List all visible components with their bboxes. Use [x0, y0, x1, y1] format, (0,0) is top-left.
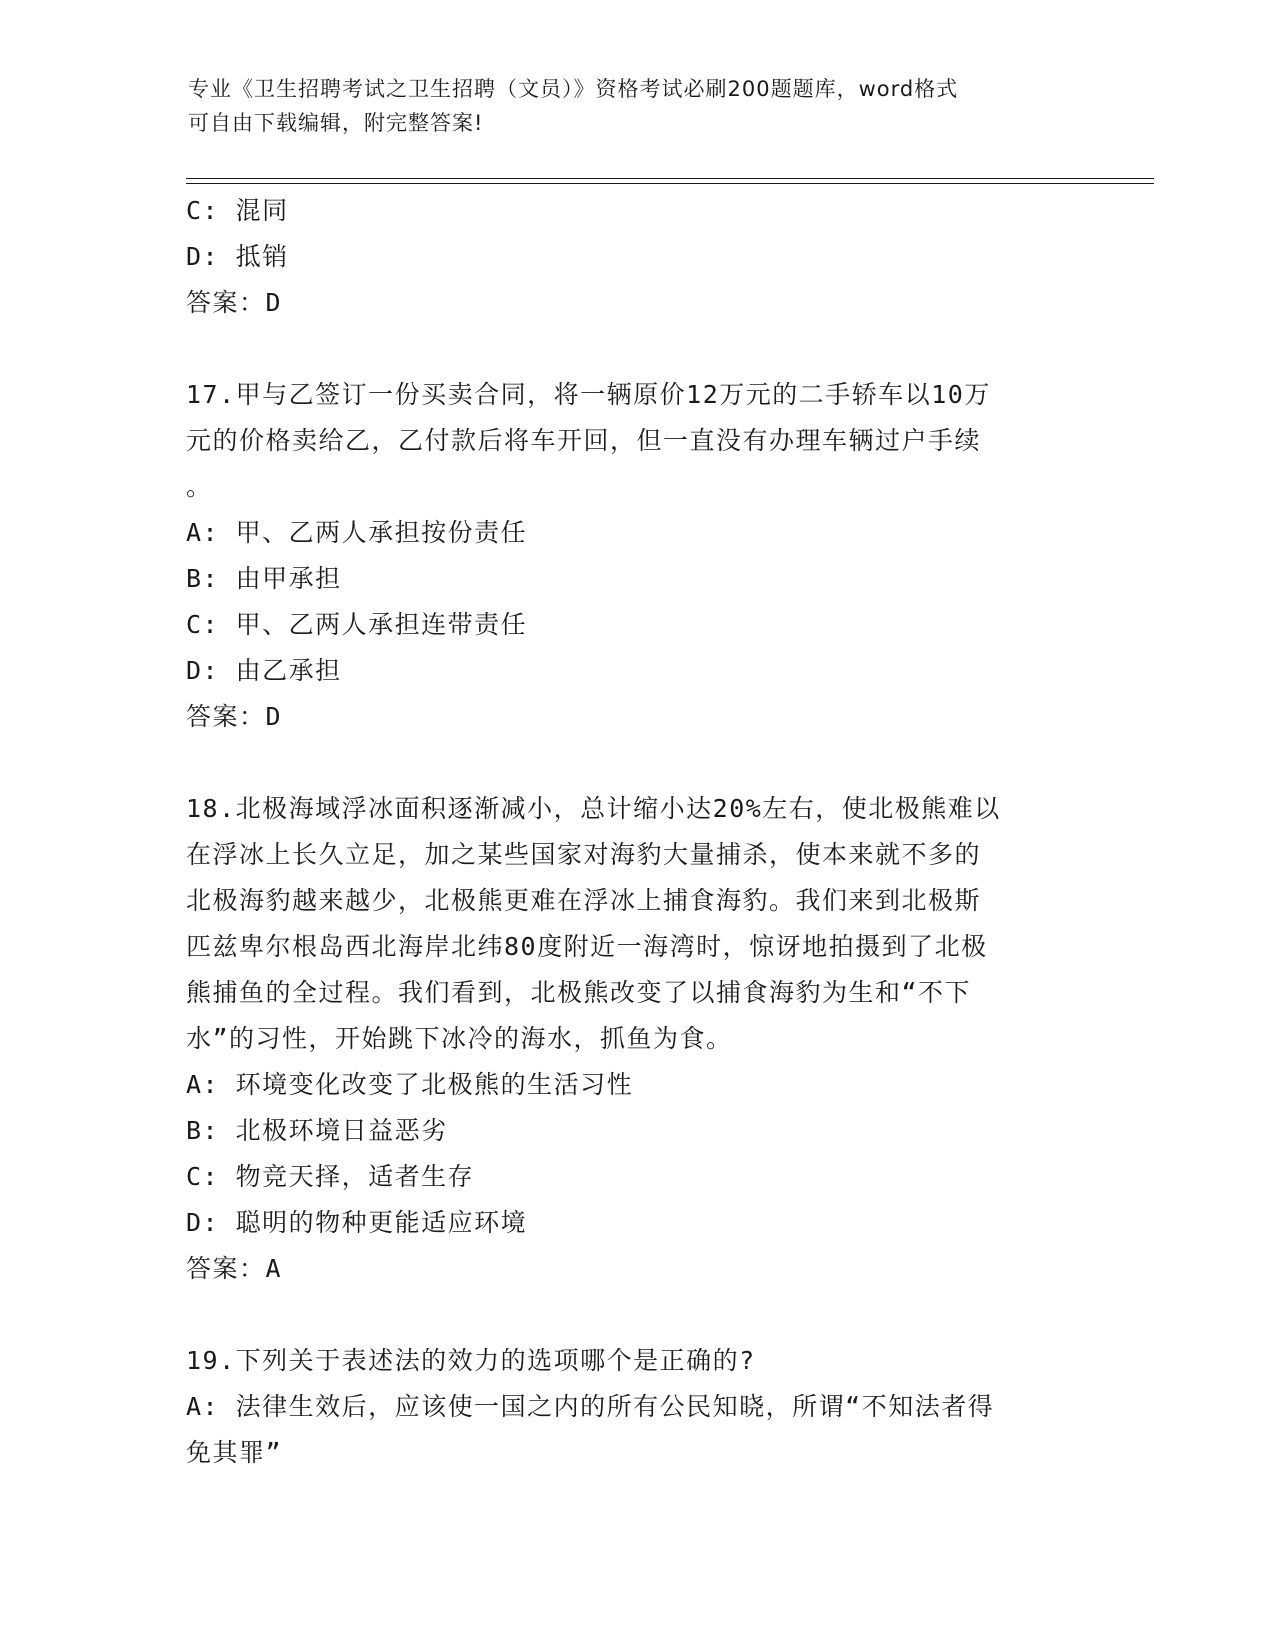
- option-a-continued: 免其罪”: [186, 1438, 283, 1467]
- question-stem-line: 匹兹卑尔根岛西北海岸北纬80度附近一海湾时，惊讶地拍摄到了北极: [186, 932, 988, 961]
- question-19: [186, 1338, 1086, 1476]
- option-b: B: 由甲承担: [186, 564, 342, 593]
- question-stem-line: 熊捕鱼的全过程。我们看到，北极熊改变了以捕食海豹为生和“不下: [186, 978, 972, 1007]
- option-c: C: 甲、乙两人承担连带责任: [186, 610, 528, 639]
- option-d: D: 聪明的物种更能适应环境: [186, 1208, 528, 1237]
- question-stem-line: 18.北极海域浮冰面积逐渐减小，总计缩小达20%左右，使北极熊难以: [186, 794, 1001, 823]
- answer-line: 答案：D: [186, 288, 283, 317]
- header-rule-top: [186, 178, 1154, 179]
- option-d: D: 由乙承担: [186, 656, 342, 685]
- question-stem-line: 17.甲与乙签订一份买卖合同，将一辆原价12万元的二手轿车以10万: [186, 380, 991, 409]
- option-b: B: 北极环境日益恶劣: [186, 1116, 448, 1145]
- question-stem-line: 水”的习性，开始跳下冰冷的海水，抓鱼为食。: [186, 1024, 733, 1053]
- spacer: [186, 1292, 1086, 1338]
- page-header: [188, 72, 1068, 140]
- question-stem-line: 19.下列关于表述法的效力的选项哪个是正确的?: [186, 1346, 756, 1375]
- spacer: [186, 740, 1086, 786]
- header-rule-bottom: [186, 183, 1154, 184]
- question-17: [186, 372, 1086, 740]
- option-a: A: 法律生效后，应该使一国之内的所有公民知晓，所谓“不知法者得: [186, 1392, 995, 1421]
- question-content: [186, 188, 1086, 1476]
- option-c: C: 混同: [186, 196, 289, 225]
- question-stem-line: 。: [186, 472, 213, 501]
- question-stem-line: 在浮冰上长久立足，加之某些国家对海豹大量捕杀，使本来就不多的: [186, 840, 982, 869]
- option-a: A: 甲、乙两人承担按份责任: [186, 518, 528, 547]
- header-line-2: 可自由下载编辑，附完整答案!: [188, 111, 484, 135]
- option-c: C: 物竞天择，适者生存: [186, 1162, 475, 1191]
- answer-line: 答案：A: [186, 1254, 283, 1283]
- question-18: [186, 786, 1086, 1292]
- question-stem-line: 元的价格卖给乙，乙付款后将车开回，但一直没有办理车辆过户手续: [186, 426, 982, 455]
- header-line-1: 专业《卫生招聘考试之卫生招聘（文员）》资格考试必刷200题题库，word格式: [188, 77, 959, 101]
- option-a: A: 环境变化改变了北极熊的生活习性: [186, 1070, 634, 1099]
- answer-line: 答案：D: [186, 702, 283, 731]
- prev-question-block: [186, 188, 1086, 326]
- question-stem-line: 北极海豹越来越少，北极熊更难在浮冰上捕食海豹。我们来到北极斯: [186, 886, 982, 915]
- option-d: D: 抵销: [186, 242, 289, 271]
- spacer: [186, 326, 1086, 372]
